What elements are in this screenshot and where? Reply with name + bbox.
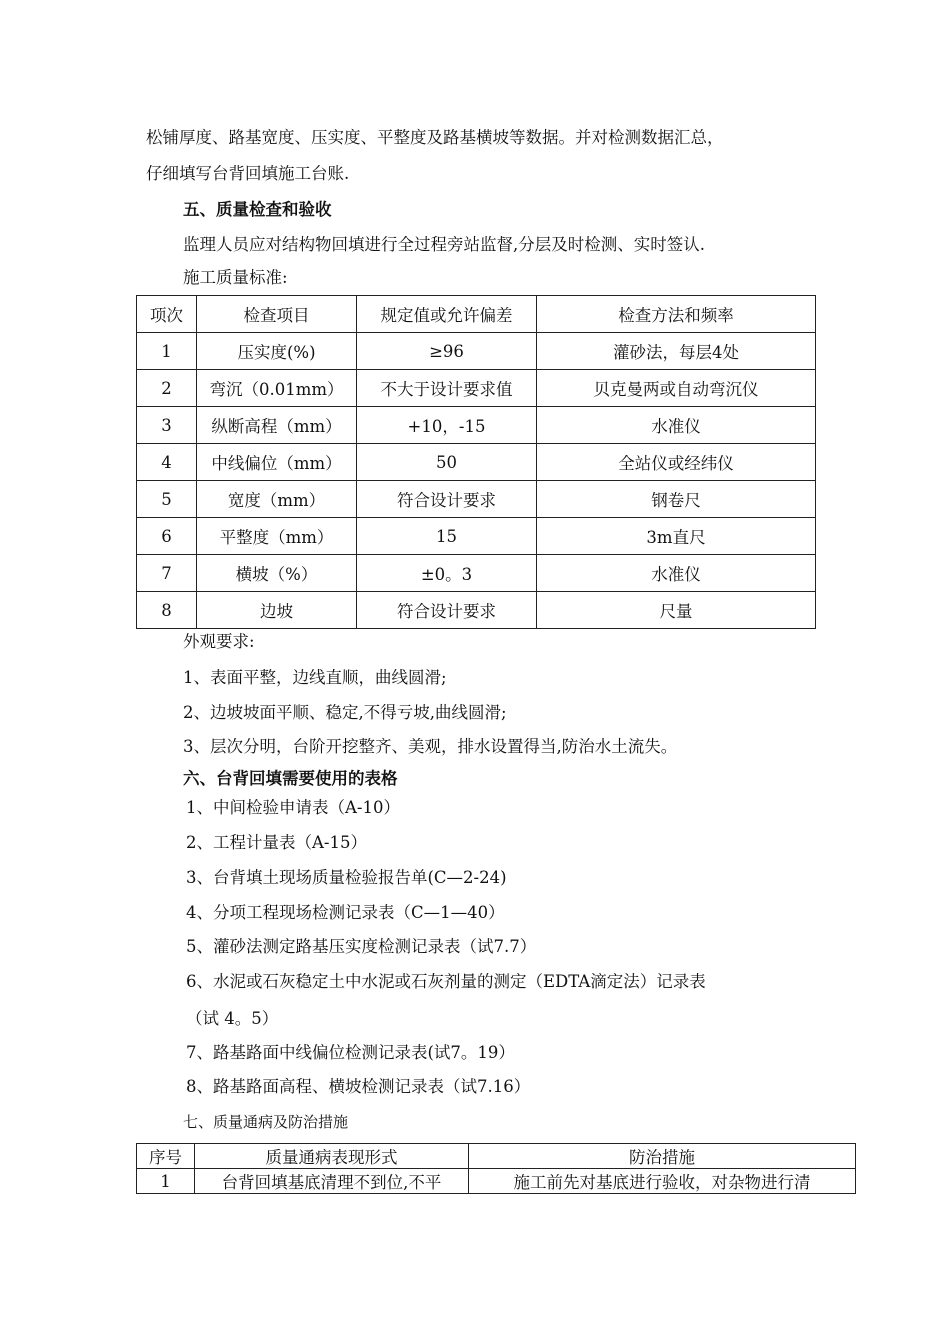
table-row xyxy=(137,555,816,592)
table-cell: 5 xyxy=(137,481,197,518)
table-cell: 1 xyxy=(137,333,197,370)
table-cell: 中线偏位（mm） xyxy=(197,444,357,481)
header-cell: 检查项目 xyxy=(197,296,357,333)
section7-heading: 七、质量通病及防治措施 xyxy=(183,1113,349,1131)
intro-line-2: 仔细填写台背回填施工台账. xyxy=(146,164,350,183)
table-row xyxy=(137,518,816,555)
header-cell: 序号 xyxy=(137,1144,195,1169)
intro-line-1: 松铺厚度、路基宽度、压实度、平整度及路基横坡等数据。并对检测数据汇总， xyxy=(146,128,724,147)
table-row xyxy=(137,592,816,629)
section5-paragraph-2: 施工质量标准: xyxy=(183,268,288,287)
table-cell: 钢卷尺 xyxy=(537,481,816,518)
table-cell: 符合设计要求 xyxy=(357,592,537,629)
appearance-title: 外观要求: xyxy=(183,632,255,651)
header-cell: 质量通病表现形式 xyxy=(195,1144,469,1169)
table-row xyxy=(137,444,816,481)
form-list-item: 6、水泥或石灰稳定土中水泥或石灰剂量的测定（EDTA滴定法）记录表 xyxy=(186,972,706,991)
table-row xyxy=(137,481,816,518)
form-list-item: 5、灌砂法测定路基压实度检测记录表（试7.7） xyxy=(186,937,537,956)
table-cell: 1 xyxy=(137,1169,195,1194)
table-cell: 符合设计要求 xyxy=(357,481,537,518)
table-cell: 50 xyxy=(357,444,537,481)
table-row xyxy=(137,370,816,407)
table-cell: 台背回填基底清理不到位,不平 xyxy=(195,1169,469,1194)
table-cell: 6 xyxy=(137,518,197,555)
table-cell: 全站仪或经纬仪 xyxy=(537,444,816,481)
form-list-item: 2、工程计量表（A-15） xyxy=(186,833,367,852)
table-header-row xyxy=(137,296,816,333)
table-cell: 平整度（mm） xyxy=(197,518,357,555)
appearance-item: 2、边坡坡面平顺、稳定,不得亏坡,曲线圆滑; xyxy=(183,703,507,722)
header-cell: 项次 xyxy=(137,296,197,333)
table-cell: 7 xyxy=(137,555,197,592)
form-list-item: （试 4。5） xyxy=(186,1009,279,1028)
table-cell: 边坡 xyxy=(197,592,357,629)
header-cell: 检查方法和频率 xyxy=(537,296,816,333)
table-cell: 水准仪 xyxy=(537,555,816,592)
section6-heading: 六、台背回填需要使用的表格 xyxy=(183,769,398,788)
table-cell: 横坡（%） xyxy=(197,555,357,592)
table-cell: 3 xyxy=(137,407,197,444)
table-row xyxy=(137,407,816,444)
table-cell: 贝克曼两或自动弯沉仪 xyxy=(537,370,816,407)
table-cell: +10，-15 xyxy=(357,407,537,444)
table-cell: 尺量 xyxy=(537,592,816,629)
quality-standard-table xyxy=(136,295,816,629)
form-list-item: 7、路基路面中线偏位检测记录表(试7。19） xyxy=(186,1043,515,1062)
table-cell: 压实度(%) xyxy=(197,333,357,370)
defect-prevention-table xyxy=(136,1143,856,1194)
section5-paragraph-1: 监理人员应对结构物回填进行全过程旁站监督,分层及时检测、实时签认. xyxy=(183,235,705,254)
table-header-row xyxy=(137,1144,856,1169)
table-cell: 施工前先对基底进行验收，对杂物进行清 xyxy=(469,1169,856,1194)
table-cell: 2 xyxy=(137,370,197,407)
table-cell: 不大于设计要求值 xyxy=(357,370,537,407)
appearance-item: 3、层次分明，台阶开挖整齐、美观，排水设置得当,防治水土流失。 xyxy=(183,737,678,756)
table-cell: 灌砂法，每层4处 xyxy=(537,333,816,370)
table-cell: 纵断高程（mm） xyxy=(197,407,357,444)
table-cell: 4 xyxy=(137,444,197,481)
header-cell: 规定值或允许偏差 xyxy=(357,296,537,333)
table-cell: 宽度（mm） xyxy=(197,481,357,518)
table-cell: 弯沉（0.01mm） xyxy=(197,370,357,407)
table-cell: ≥96 xyxy=(357,333,537,370)
form-list-item: 1、中间检验申请表（A-10） xyxy=(186,798,400,817)
table-cell: ±0。3 xyxy=(357,555,537,592)
table-row xyxy=(137,1169,856,1194)
form-list-item: 8、路基路面高程、横坡检测记录表（试7.16） xyxy=(186,1077,531,1096)
table-cell: 水准仪 xyxy=(537,407,816,444)
table-cell: 8 xyxy=(137,592,197,629)
appearance-item: 1、表面平整，边线直顺，曲线圆滑; xyxy=(183,668,447,687)
table-row xyxy=(137,333,816,370)
form-list-item: 4、分项工程现场检测记录表（C—1—40） xyxy=(186,903,505,922)
form-list-item: 3、台背填土现场质量检验报告单(C—2-24) xyxy=(186,868,507,887)
table-cell: 15 xyxy=(357,518,537,555)
section5-heading: 五、质量检查和验收 xyxy=(183,200,332,219)
table-cell: 3m直尺 xyxy=(537,518,816,555)
header-cell: 防治措施 xyxy=(469,1144,856,1169)
